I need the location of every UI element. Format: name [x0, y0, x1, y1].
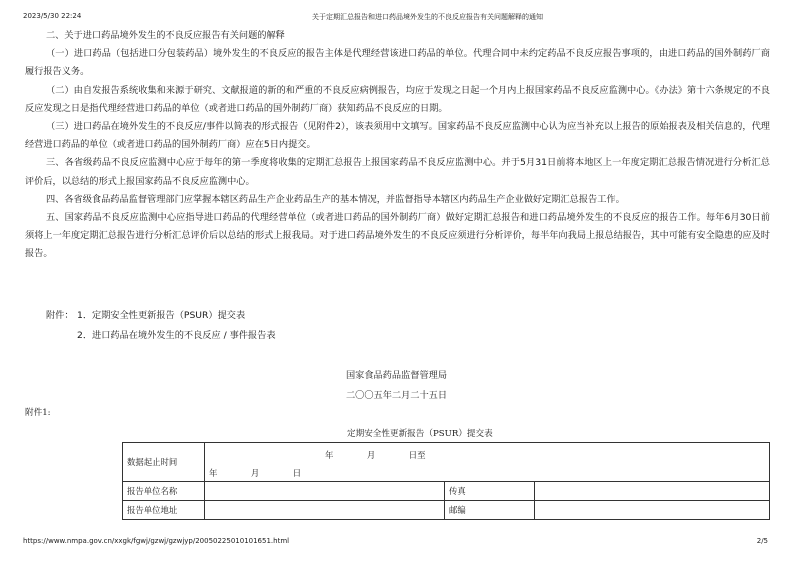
form-row-unit-address: [123, 501, 770, 520]
date-range-field[interactable]: [205, 443, 770, 482]
unit-name-label: 报告单位名称: [123, 482, 205, 501]
paragraph: 五、国家药品不良反应监测中心应指导进口药品的代理经营单位（或者进口药品的国外制药厂商）做好定期汇总报告和进口药品境外发生的不良反应的报告工作。每年6月30日前须将上一年度定期汇总报告进行分析汇总评价后以总结的形式上报我局。对于进口药品境外发生的不良反应须进行分析评价，每半年向我局上报总结报告，其中可能有安全隐患的应及时报告。: [25, 212, 770, 260]
paragraph: （一）进口药品（包括进口分包装药品）境外发生的不良反应的报告主体是代理经营该进口药品的单位。代理合同中未约定药品不良反应报告事项的，由进口药品的国外制药厂商履行报告义务。: [25, 48, 770, 78]
print-title: 关于定期汇总报告和进口药品境外发生的不良反应报告有关问题解释的通知: [312, 13, 543, 21]
print-timestamp: 2023/5/30 22:24: [23, 12, 82, 20]
document-body: [25, 27, 770, 264]
unit-address-field[interactable]: [205, 501, 445, 520]
psur-submission-form: [122, 442, 770, 520]
unit-name-field[interactable]: [205, 482, 445, 501]
paragraph: 四、各省级食品药品监督管理部门应掌握本辖区药品生产企业药品生产的基本情况，并监督指导本辖区内药品生产企业做好定期汇总报告工作。: [46, 193, 625, 205]
date-range-label: 数据起止时间: [123, 443, 205, 482]
postcode-label: 邮编: [445, 501, 535, 520]
form-row-unit-name: [123, 482, 770, 501]
appendix-label: 附件1:: [25, 408, 51, 418]
fax-label: 传真: [445, 482, 535, 501]
page-number: 2/5: [756, 537, 768, 545]
section-heading-2: 二、关于进口药品境外发生的不良反应报告有关问题的解释: [46, 30, 285, 41]
form-title: 定期安全性更新报告（PSUR）提交表: [347, 429, 493, 439]
postcode-field[interactable]: [535, 501, 770, 520]
attachment-link-2[interactable]: 2．进口药品在境外发生的不良反应 / 事件报告表: [77, 330, 276, 341]
date-range-start: 年 月 日至: [325, 450, 426, 460]
issue-date: 二〇〇五年二月二十五日: [345, 390, 448, 401]
form-row-date-range: [123, 443, 770, 482]
date-range-end: 年 月 日: [209, 468, 302, 478]
attachments-label: 附件：: [46, 310, 74, 321]
paragraph: （二）由自发报告系统收集和来源于研究、文献报道的新的和严重的不良反应病例报告，均应于发现之日起一个月内上报国家药品不良反应监测中心。《办法》第十六条规定的不良反应发现之日是指代理经营进口药品的单位（或者进口药品的国外制药厂商）获知药品不良反应的日期。: [25, 84, 770, 114]
paragraph: （三）进口药品在境外发生的不良反应/事件以简表的形式报告（见附件2），该表须用中文填写。国家药品不良反应监测中心认为应当补充以上报告的原始报表及相关信息的，代理经营进口药品的单位（或者进口药品的国外制药厂商）应在5日内提交。: [25, 121, 770, 151]
issuing-authority: 国家食品药品监督管理局: [345, 370, 448, 381]
fax-field[interactable]: [535, 482, 770, 501]
print-url[interactable]: https://www.nmpa.gov.cn/xxgk/fgwj/gzwj/gzwjyp/20050225010101651.html: [23, 537, 290, 545]
paragraph: 三、各省级药品不良反应监测中心应于每年的第一季度将收集的定期汇总报告上报国家药品不良反应监测中心。并于5月31日前将本地区上一年度定期汇总报告情况进行分析汇总评价后，以总结的形式上报国家药品不良反应监测中心。: [25, 157, 770, 187]
attachment-link-1[interactable]: 1．定期安全性更新报告（PSUR）提交表: [77, 310, 246, 321]
unit-address-label: 报告单位地址: [123, 501, 205, 520]
